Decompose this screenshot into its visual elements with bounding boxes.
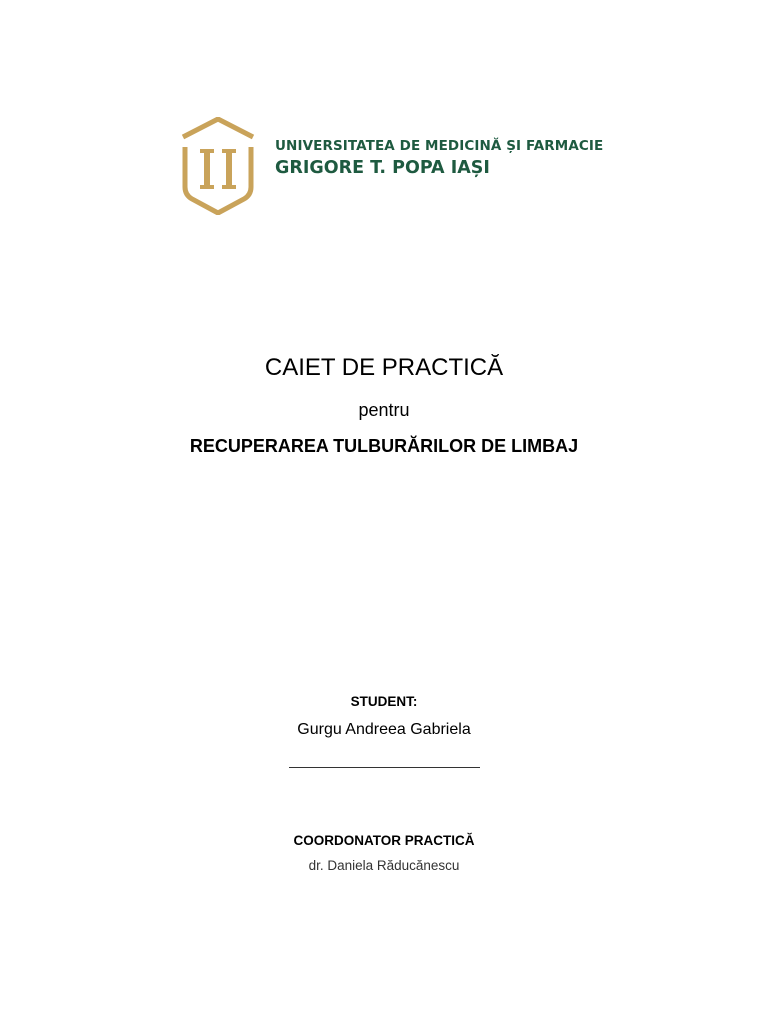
student-name: Gurgu Andreea Gabriela (297, 721, 471, 738)
document-subject: RECUPERAREA TULBURĂRILOR DE LIMBAJ (189, 436, 579, 456)
document-title: CAIET DE PRACTICĂ (264, 354, 504, 381)
university-name-line1: UNIVERSITATEA DE MEDICINĂ ȘI FARMACIE (275, 138, 604, 154)
university-name-line2: GRIGORE T. POPA IAȘI (275, 158, 490, 178)
document-for-label: pentru (358, 400, 410, 420)
coordinator-name: dr. Daniela Răducănescu (308, 858, 460, 873)
coordinator-label: COORDONATOR PRACTICĂ (293, 833, 475, 848)
university-emblem-icon (180, 117, 256, 215)
university-logo (180, 117, 604, 217)
university-name (275, 138, 603, 180)
signature-line (289, 767, 480, 768)
student-label: STUDENT: (350, 694, 418, 709)
